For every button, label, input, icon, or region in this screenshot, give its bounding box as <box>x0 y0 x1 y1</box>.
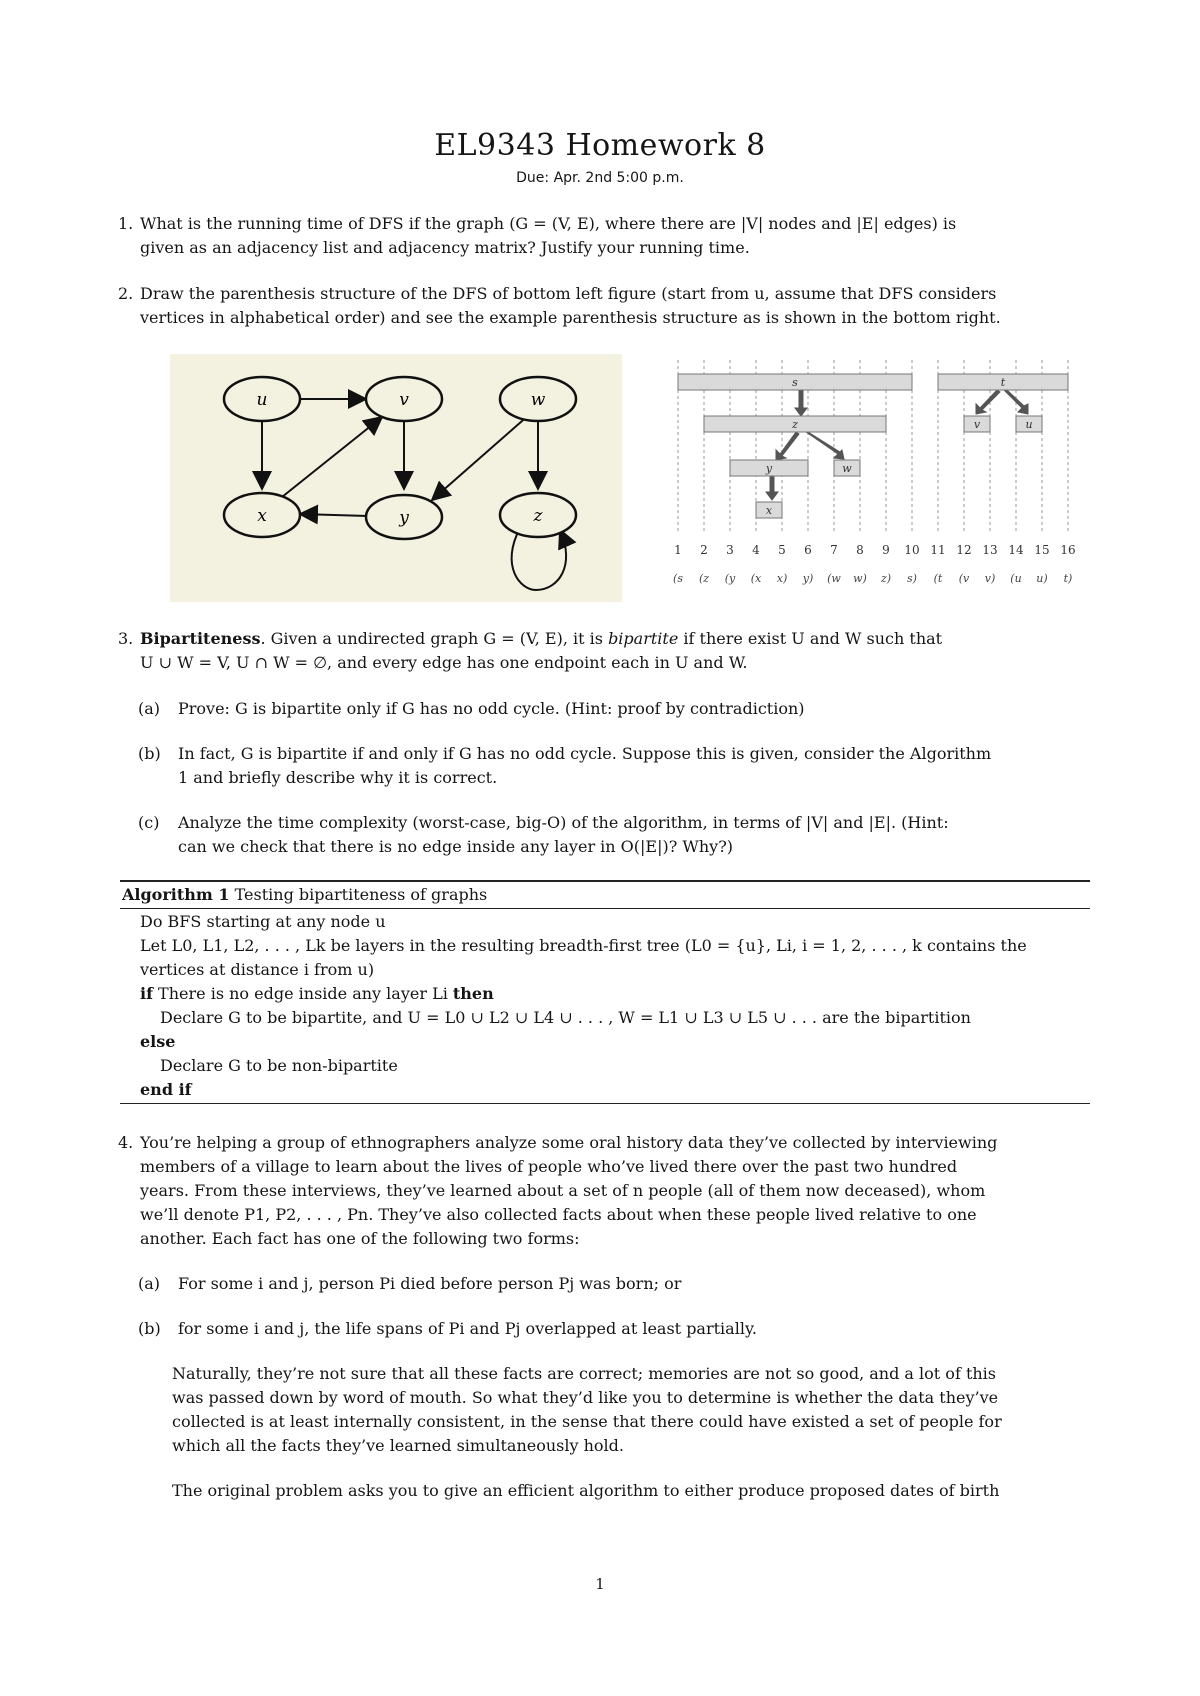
tick-label: 15 <box>1034 543 1050 557</box>
interval-label-u: u <box>1025 418 1033 431</box>
algorithm-top-rule <box>120 880 1090 882</box>
question-number: 1. <box>118 214 134 233</box>
subquestion-text: Prove: G is bipartite only if G has no odd cycle. (Hint: proof by contradiction) <box>178 699 805 718</box>
subquestion-text: Analyze the time complexity (worst-case, big-O) of the algorithm, in terms of |V| and |E|. (Hint: <box>178 813 949 832</box>
svg-text:z: z <box>533 506 543 526</box>
paren-label: s) <box>907 572 917 585</box>
interval-label-t: t <box>1000 376 1006 389</box>
tick-label: 16 <box>1060 543 1076 557</box>
question-2 <box>118 282 1090 330</box>
paren-label: v) <box>984 572 996 585</box>
question-4a <box>138 1272 1090 1296</box>
parenthesis-structure-figure <box>672 356 1092 596</box>
paren-label: x) <box>776 572 788 585</box>
paren-label: (y <box>724 572 736 585</box>
algorithm-caption <box>122 883 487 907</box>
svg-text:x: x <box>257 506 267 526</box>
interval-label-y: y <box>765 462 773 475</box>
subquestion-label: (b) <box>138 744 161 763</box>
question-text-line <box>140 627 1090 651</box>
tick-label: 4 <box>752 543 760 557</box>
tree-arrow-y-x <box>766 476 778 500</box>
algorithm-line: Do BFS starting at any node u <box>140 912 386 931</box>
algorithm-line: Declare G to be bipartite, and U = L0 ∪ L2 ∪ L4 ∪ . . . , W = L1 ∪ L3 ∪ L5 ∪ . . . are the bipartition <box>160 1008 971 1027</box>
page-title: EL9343 Homework 8 <box>434 128 766 163</box>
question-text: . Given a undirected graph G = (V, E), it is <box>260 629 609 648</box>
tick-label: 3 <box>726 543 734 557</box>
algorithm-title: Testing bipartiteness of graphs <box>229 885 488 904</box>
tick-label: 10 <box>904 543 920 557</box>
edge-y-x <box>300 514 368 516</box>
algorithm-line: Let L0, L1, L2, . . . , Lk be layers in the resulting breadth-first tree (L0 = {u}, Li, i = 1, 2, . . . , k contains the <box>140 936 1027 955</box>
question-text-line: years. From these interviews, they’ve learned about a set of n people (all of them now deceased), whom <box>140 1181 986 1200</box>
subquestion-label: (b) <box>138 1319 161 1338</box>
question-1 <box>118 212 1090 260</box>
paren-label: (z <box>698 572 710 585</box>
algorithm-line: Declare G to be non-bipartite <box>160 1056 398 1075</box>
subquestion-text: In fact, G is bipartite if and only if G has no odd cycle. Suppose this is given, consider the Algorithm <box>178 744 992 763</box>
question-3b <box>138 742 1090 790</box>
question-number: 4. <box>118 1133 134 1152</box>
question-3 <box>118 627 1090 675</box>
tree-arrow-z-y <box>776 432 799 460</box>
question-text-line: Draw the parenthesis structure of the DFS of bottom left figure (start from u, assume that DFS considers <box>140 284 997 303</box>
subquestion-text: For some i and j, person Pi died before person Pj was born; or <box>178 1274 682 1293</box>
node-x <box>224 493 300 537</box>
paren-label: (x <box>750 572 762 585</box>
question-number: 3. <box>118 629 134 648</box>
algorithm-bottom-rule <box>120 1103 1090 1104</box>
paren-label: (v <box>958 572 970 585</box>
paragraph-line: collected is at least internally consistent, in the sense that there could have existed a set of people for <box>172 1412 1002 1431</box>
tick-label: 8 <box>856 543 864 557</box>
question-3c <box>138 811 1090 859</box>
algorithm-keyword-else: else <box>140 1032 176 1051</box>
algorithm-line: vertices at distance i from u) <box>140 960 375 979</box>
tick-label: 13 <box>982 543 998 557</box>
subquestion-label: (c) <box>138 813 160 832</box>
question-text-line: members of a village to learn about the lives of people who’ve lived there over the past two hundred <box>140 1157 958 1176</box>
subquestion-text: 1 and briefly describe why it is correct. <box>178 768 498 787</box>
node-y <box>366 495 442 539</box>
paren-label: y) <box>802 572 814 585</box>
question-text-line: vertices in alphabetical order) and see the example parenthesis structure as is shown in the bottom right. <box>140 308 1001 327</box>
question-text-line: What is the running time of DFS if the graph (G = (V, E), where there are |V| nodes and |E| edges) is <box>140 214 957 233</box>
question-text-line: another. Each fact has one of the following two forms: <box>140 1229 580 1248</box>
tick-label: 2 <box>700 543 708 557</box>
edge-x-v <box>282 417 382 497</box>
question-3a <box>138 697 1090 721</box>
question-4-paragraph-2 <box>172 1479 1090 1503</box>
paren-label: t) <box>1063 572 1073 585</box>
graph-svg <box>170 354 622 602</box>
algorithm-line <box>140 982 494 1006</box>
emphasis-text: bipartite <box>608 629 679 648</box>
paren-label: (s <box>673 572 683 585</box>
node-z <box>500 493 576 537</box>
svg-text:y: y <box>399 508 409 528</box>
interval-label-s: s <box>792 376 798 389</box>
paragraph-line: Naturally, they’re not sure that all these facts are correct; memories are not so good, and a lot of this <box>172 1364 997 1383</box>
question-text-line: U ∪ W = V, U ∩ W = ∅, and every edge has one endpoint each in U and W. <box>140 653 748 672</box>
algorithm-keyword-endif: end if <box>140 1080 192 1099</box>
question-text-line: You’re helping a group of ethnographers analyze some oral history data they’ve collected by interviewing <box>140 1133 998 1152</box>
question-4 <box>118 1131 1090 1251</box>
subquestion-text: for some i and j, the life spans of Pi and Pj overlapped at least partially. <box>178 1319 757 1338</box>
subquestion-label: (a) <box>138 1274 161 1293</box>
page-number: 1 <box>595 1575 605 1593</box>
algorithm-number: Algorithm 1 <box>122 885 230 904</box>
tick-label: 7 <box>830 543 838 557</box>
interval-label-x: x <box>765 504 773 517</box>
tick-label: 11 <box>930 543 946 557</box>
tick-label: 1 <box>674 543 682 557</box>
directed-graph-figure <box>170 354 622 602</box>
algorithm-mid-rule <box>120 908 1090 909</box>
paren-label: w) <box>853 572 867 585</box>
interval-label-z: z <box>792 418 798 431</box>
tick-label: 12 <box>956 543 972 557</box>
svg-text:w: w <box>530 390 546 410</box>
due-date: Due: Apr. 2nd 5:00 p.m. <box>516 170 684 186</box>
paren-label: (t <box>933 572 943 585</box>
question-text-line: we’ll denote P1, P2, . . . , Pn. They’ve also collected facts about when these people lived relative to one <box>140 1205 977 1224</box>
tick-label: 6 <box>804 543 812 557</box>
paren-label: z) <box>880 572 892 585</box>
paragraph-line: was passed down by word of mouth. So what they’d like you to determine is whether the data they’ve <box>172 1388 999 1407</box>
tree-arrow-t-v <box>976 390 1000 414</box>
tick-label: 14 <box>1008 543 1024 557</box>
subquestion-text: can we check that there is no edge inside any layer in O(|E|)? Why?) <box>178 837 734 856</box>
svg-text:u: u <box>256 390 268 410</box>
keyword-if: if <box>140 984 153 1003</box>
interval-label-w: w <box>842 462 852 475</box>
svg-text:v: v <box>399 390 409 410</box>
interval-label-v: v <box>973 418 981 431</box>
question-number: 2. <box>118 284 134 303</box>
question-text-line: given as an adjacency list and adjacency matrix? Justify your running time. <box>140 238 750 257</box>
paren-label: (u <box>1010 572 1022 585</box>
tree-arrow-z-w <box>806 432 844 459</box>
question-4b <box>138 1317 1090 1341</box>
paren-label: u) <box>1036 572 1048 585</box>
algorithm-text: There is no edge inside any layer Li <box>152 984 453 1003</box>
parenthesis-svg <box>672 356 1092 596</box>
edge-w-y <box>432 414 530 500</box>
node-u <box>224 377 300 421</box>
question-heading: Bipartiteness <box>140 629 261 648</box>
paragraph-line: The original problem asks you to give an efficient algorithm to either produce proposed dates of birth <box>172 1481 1000 1500</box>
question-text: if there exist U and W such that <box>678 629 943 648</box>
tree-arrow-s-z <box>795 390 807 416</box>
node-w <box>500 377 576 421</box>
tick-label: 5 <box>778 543 786 557</box>
keyword-then: then <box>452 984 494 1003</box>
paren-label: (w <box>827 572 841 585</box>
question-4-paragraph <box>172 1362 1090 1458</box>
paragraph-line: which all the facts they’ve learned simultaneously hold. <box>172 1436 624 1455</box>
subquestion-label: (a) <box>138 699 161 718</box>
tick-label: 9 <box>882 543 890 557</box>
node-v <box>366 377 442 421</box>
